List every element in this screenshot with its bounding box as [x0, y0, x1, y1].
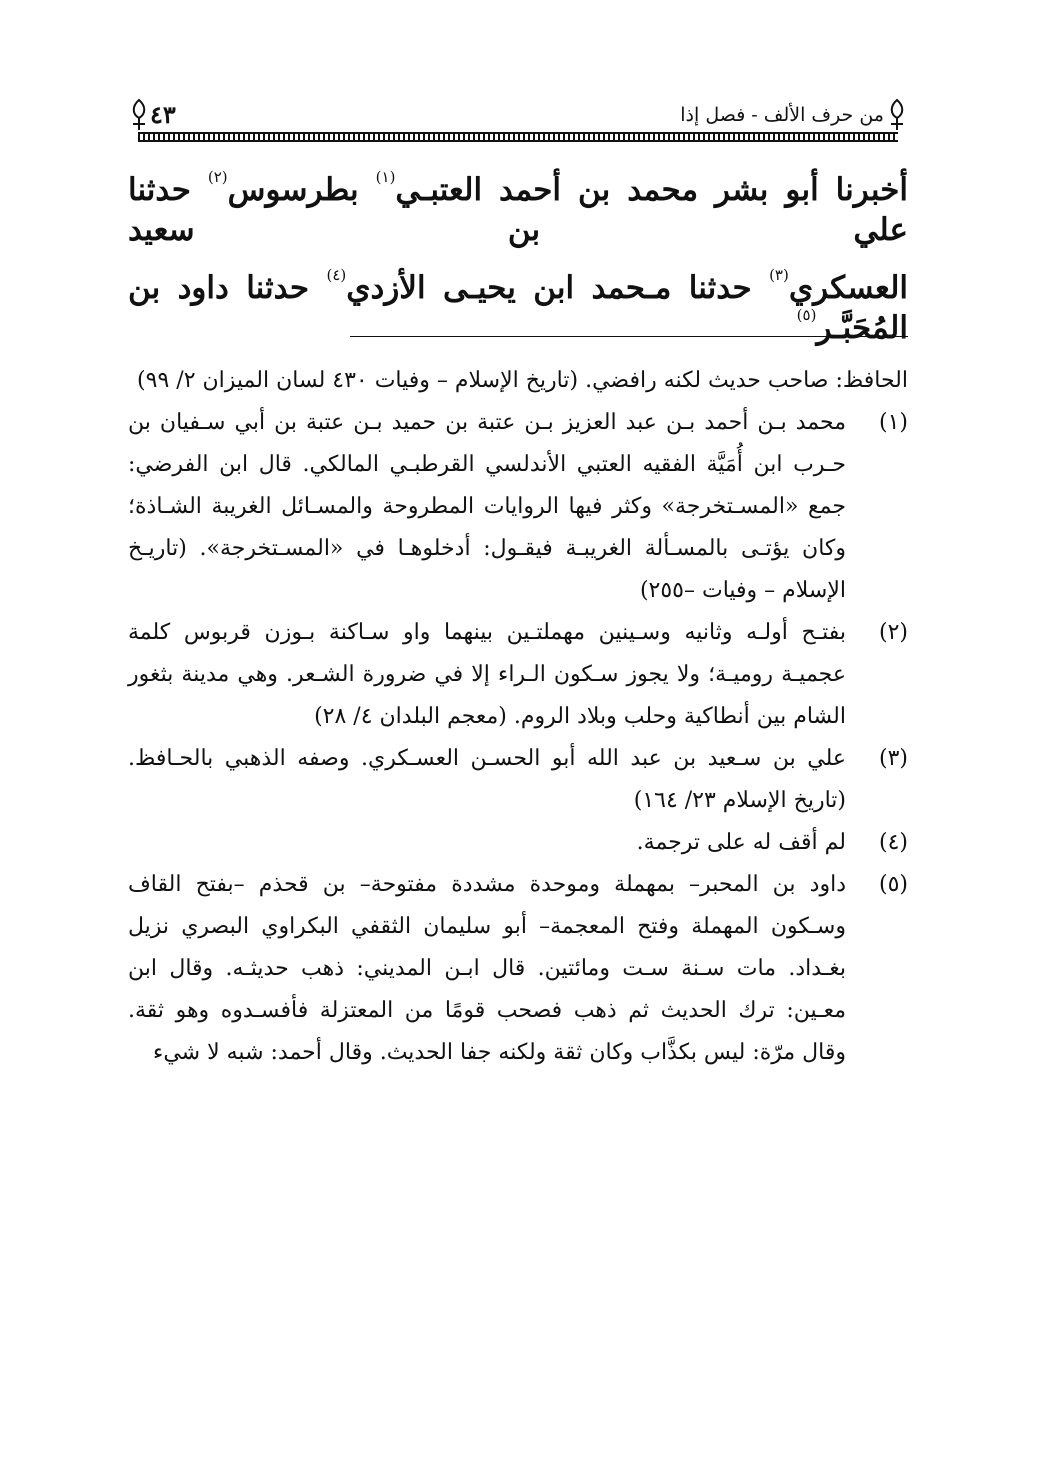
page-header — [128, 96, 908, 142]
footnote-separator — [350, 336, 908, 337]
footnote-2 — [128, 612, 908, 738]
footnote-ref-2[interactable]: (٢) — [207, 168, 228, 186]
footnote-text: لم أقف له على ترجمة. — [636, 830, 846, 855]
footnote-ref-3[interactable]: (٣) — [769, 266, 789, 284]
footnotes — [128, 360, 908, 1074]
footnote-1 — [128, 402, 908, 612]
main-text-line-1 — [128, 170, 908, 250]
footnote-4 — [128, 822, 908, 864]
footnote-5 — [128, 864, 908, 1074]
main-text-segment: حدثنا علي بن سعيد — [128, 172, 908, 248]
header-ornament-left-icon — [128, 98, 150, 132]
footnote-text: محمد بـن أحمد بـن عبد العزيز بـن عتبة بن حميد بـن عتبة بن أبي سـفيان بن حـرب ابن أُمَيَّة الفقيه العتبي الأندلسي القرطبـي المالكي. قال ابن الفرضي: جمع «المسـتخرجة» وكثر فيها الروايات المطروحة والمسـائل الغريبة الشـاذة؛ وكان يؤتـى بالمسـألة الغريبـة فيقـول: أدخلوهـا في «المسـتخرجة». (تاريـخ الإسلام – وفيات –٢٥٥) — [128, 410, 846, 603]
footnote-3 — [128, 738, 908, 822]
footnote-ref-1[interactable]: (١) — [375, 168, 396, 186]
footnote-ref-5[interactable]: (٥) — [796, 306, 817, 324]
footnote-ref-4[interactable]: (٤) — [326, 266, 347, 284]
main-text-segment: أخبرنا أبو بشر محمد بن أحمد العتبـي — [395, 172, 908, 208]
footnote-number: (٥) — [878, 872, 908, 897]
footnote-number: (١) — [878, 410, 908, 435]
main-text-segment: حدثنا مـحمد ابن يحيـى الأزدي — [346, 270, 770, 306]
chapter-title: من حرف الألف - فصل إذا — [680, 104, 884, 126]
page-number: ٤٣ — [150, 100, 176, 129]
header-ornament-right-icon — [886, 98, 908, 132]
footnote-continuation: الحافظ: صاحب حديث لكنه رافضي. (تاريخ الإسلام – وفيات ٤٣٠ لسان الميزان ٢/ ٩٩) — [137, 368, 908, 393]
footnote-number: (٣) — [878, 746, 908, 771]
footnote-number: (٤) — [878, 830, 908, 855]
footnote-text: بفتـح أولـه وثانيه وسـينين مهملتـين بينهما واو سـاكنة بـوزن قربوس كلمة عجميـة روميـة؛ ولا يجوز سـكون الـراء إلا في ضرورة الشـعر. وهي مدينة بثغور الشام بين أنطاكية وحلب وبلاد الروم. (معجم البلدان ٤/ ٢٨) — [128, 620, 846, 729]
footnote-text: داود بن المحبر– بمهملة وموحدة مشددة مفتوحة– بن قحذم –بفتح القاف وسـكون المهملة وفتح المعجمة– أبو سليمان الثقفي البكراوي البصري نزيل بغـداد. مات سـنة سـت ومائتين. قال ابـن المديني: ذهب حديثـه. وقال ابن معـين: ترك الحديث ثم ذهب فصحب قومًا من المعتزلة فأفسـدوه وهو ثقة. وقال مرّة: ليس بكذَّاب وكان ثقة ولكنه جفا الحديث. وقال أحمد: شبه لا شيء — [128, 872, 846, 1065]
main-text-segment: بطرسوس — [227, 172, 376, 208]
header-rule — [138, 132, 898, 142]
footnote-text: علي بن سـعيد بن عبد الله أبو الحسـن العسـكري. وصفه الذهبي بالحـافظ. (تاريخ الإسلام ٢٣/ ١٦٤) — [128, 746, 846, 813]
main-text-segment: حدثنا داود بن المُحَبَّـر — [128, 270, 908, 346]
main-text-segment: العسكري — [788, 270, 908, 306]
footnote-number: (٢) — [878, 620, 908, 645]
